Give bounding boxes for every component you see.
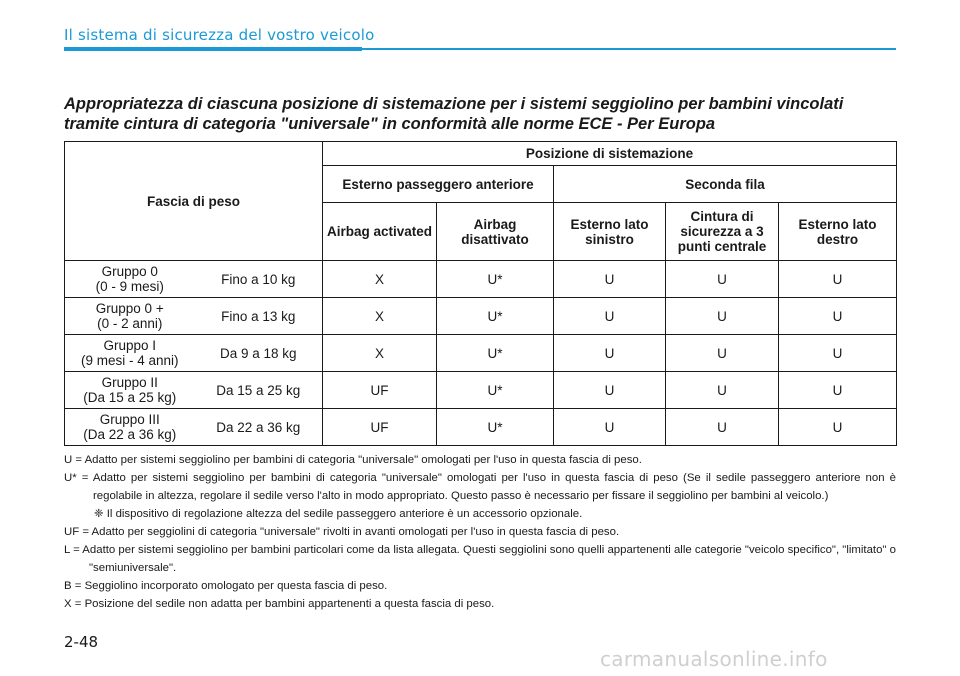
value-cell: U* (437, 335, 554, 372)
front-passenger-header: Esterno passeggero anteriore (323, 166, 554, 203)
value-cell: U* (437, 298, 554, 335)
note-u: U = Adatto per sistemi seggiolino per bambini di categoria "universale" omologati per l'uso in questa fascia di peso. (64, 454, 642, 466)
group-cell: Gruppo 0 + (0 - 2 anni) (65, 298, 195, 335)
page-number: 2-48 (64, 633, 99, 651)
weight-class-header: Fascia di peso (65, 142, 323, 261)
weight-cell: Fino a 10 kg (195, 261, 323, 298)
table-row (65, 335, 897, 372)
value-cell: U (779, 409, 897, 446)
value-cell: U (779, 298, 897, 335)
subheader-outer-left: Esterno lato sinistro (554, 203, 666, 261)
table-row (65, 409, 897, 446)
weight-cell: Da 9 a 18 kg (195, 335, 323, 372)
subheader-airbag-deactivated: Airbag disattivato (437, 203, 554, 261)
value-cell: U* (437, 409, 554, 446)
value-cell: U (666, 335, 779, 372)
subheader-center-3-point: Cintura di sicurezza a 3 punti centrale (666, 203, 779, 261)
table-row (65, 372, 897, 409)
group-cell: Gruppo I (9 mesi - 4 anni) (65, 335, 195, 372)
note-l: L = Adatto per sistemi seggiolino per bambini particolari come da lista allegata. Questi seggiolini sono quelli appartenenti alle categorie "veicolo specifico", "limitato" o "semiuniversale". (64, 544, 896, 574)
watermark: carmanualsonline.info (600, 647, 828, 671)
value-cell: X (323, 335, 437, 372)
subheader-airbag-activated: Airbag activated (323, 203, 437, 261)
value-cell: U (554, 335, 666, 372)
group-cell: Gruppo III (Da 22 a 36 kg) (65, 409, 195, 446)
value-cell: U* (437, 372, 554, 409)
weight-cell: Fino a 13 kg (195, 298, 323, 335)
value-cell: U (779, 372, 897, 409)
value-cell: UF (323, 409, 437, 446)
note-u-star: U* = Adatto per sistemi seggiolino per bambini di categoria "universale" omologati per l'uso in questa fascia di peso (Se il sedile passeggero anteriore non è regolabile in altezza, regolare il sedile verso l'alto in modo appropriato. Questo passo è necessario per fissare il seggiolino per bambini al veicolo.) (64, 472, 896, 502)
note-b: B = Seggiolino incorporato omologato per questa fascia di peso. (64, 580, 388, 592)
value-cell: X (323, 261, 437, 298)
group-cell: Gruppo 0 (0 - 9 mesi) (65, 261, 195, 298)
value-cell: U (554, 261, 666, 298)
header-rule-thick (64, 47, 362, 51)
value-cell: U (666, 298, 779, 335)
value-cell: U (554, 409, 666, 446)
note-height-adjuster: ❈ Il dispositivo di regolazione altezza del sedile passeggero anteriore è un accessorio opzionale. (94, 508, 583, 520)
legend-notes (64, 451, 896, 613)
value-cell: U (666, 372, 779, 409)
value-cell: U (666, 261, 779, 298)
value-cell: X (323, 298, 437, 335)
table-row (65, 298, 897, 335)
note-x: X = Posizione del sedile non adatta per bambini appartenenti a questa fascia di peso. (64, 598, 495, 610)
note-uf: UF = Adatto per seggiolini di categoria "universale" rivolti in avanti omologati per l'uso in questa fascia di peso. (64, 526, 620, 538)
document-title: Appropriatezza di ciascuna posizione di sistemazione per i sistemi seggiolino per bambini vincolati tramite cintura di categoria "universale" in conformità alle norme ECE - Per Europa (64, 95, 844, 133)
weight-cell: Da 15 a 25 kg (195, 372, 323, 409)
value-cell: U (779, 335, 897, 372)
weight-cell: Da 22 a 36 kg (195, 409, 323, 446)
value-cell: UF (323, 372, 437, 409)
compatibility-table (64, 141, 897, 446)
position-header: Posizione di sistemazione (323, 142, 897, 166)
value-cell: U (554, 372, 666, 409)
value-cell: U* (437, 261, 554, 298)
value-cell: U (666, 409, 779, 446)
value-cell: U (554, 298, 666, 335)
section-header: Il sistema di sicurezza del vostro veicolo (64, 26, 375, 44)
header-rule-thin (362, 48, 896, 50)
value-cell: U (779, 261, 897, 298)
table-row (65, 261, 897, 298)
second-row-header: Seconda fila (554, 166, 897, 203)
group-cell: Gruppo II (Da 15 a 25 kg) (65, 372, 195, 409)
subheader-outer-right: Esterno lato destro (779, 203, 897, 261)
